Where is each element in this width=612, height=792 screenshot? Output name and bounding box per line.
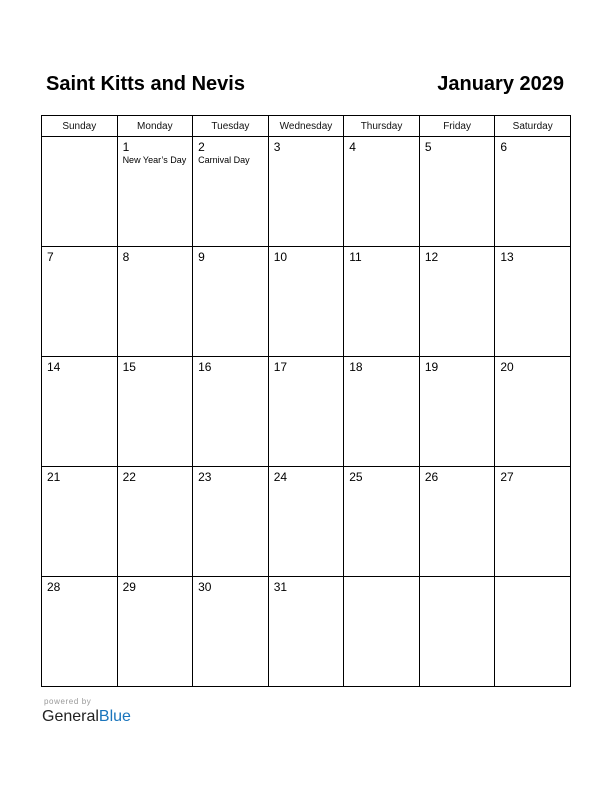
day-cell	[419, 357, 495, 467]
day-number: 13	[500, 250, 514, 264]
day-cell	[344, 577, 420, 687]
brand-blue-text: Blue	[98, 708, 131, 725]
day-number: 28	[47, 580, 61, 594]
weekday-monday: Monday	[117, 116, 193, 137]
day-cell	[419, 577, 495, 687]
week-row	[42, 247, 571, 357]
day-cell	[42, 137, 118, 247]
weekday-tuesday: Tuesday	[193, 116, 269, 137]
day-cell	[42, 357, 118, 467]
day-cell	[495, 137, 571, 247]
day-number: 18	[349, 360, 363, 374]
calendar-grid	[41, 115, 571, 687]
weekday-thursday: Thursday	[344, 116, 420, 137]
day-cell	[193, 357, 269, 467]
day-number: 9	[198, 250, 205, 264]
week-row	[42, 577, 571, 687]
generalblue-logo	[42, 707, 131, 727]
day-number	[495, 577, 570, 580]
day-number: 2	[198, 140, 205, 154]
day-number: 8	[122, 250, 130, 264]
day-number: 6	[500, 140, 508, 154]
day-number: 3	[273, 140, 281, 154]
day-number: 29	[122, 580, 136, 594]
day-number: 24	[273, 470, 288, 484]
day-cell	[495, 467, 571, 577]
day-cell	[117, 577, 193, 687]
weekday-header-row	[42, 116, 571, 137]
day-number: 11	[349, 250, 362, 264]
day-number: 16	[198, 360, 212, 374]
day-cell	[495, 577, 571, 687]
day-cell	[117, 467, 193, 577]
week-row	[42, 357, 571, 467]
day-number: 26	[424, 470, 439, 484]
day-cell	[117, 247, 193, 357]
day-cell	[193, 577, 269, 687]
day-cell	[495, 357, 571, 467]
day-cell	[117, 357, 193, 467]
footer-branding	[42, 697, 131, 727]
day-cell	[344, 137, 420, 247]
day-cell	[42, 247, 118, 357]
day-cell	[495, 247, 571, 357]
day-number: 27	[500, 470, 514, 484]
day-number: 1	[122, 140, 130, 154]
day-number: 15	[122, 360, 136, 374]
page-title-country: Saint Kitts and Nevis	[46, 73, 245, 95]
day-number	[42, 137, 117, 140]
weekday-saturday: Saturday	[495, 116, 571, 137]
week-row	[42, 137, 571, 247]
day-cell	[268, 357, 344, 467]
day-cell	[419, 247, 495, 357]
day-cell	[42, 577, 118, 687]
day-number: 20	[500, 360, 514, 374]
day-cell	[268, 247, 344, 357]
page-title-month: January 2029	[437, 73, 564, 95]
day-cell	[419, 467, 495, 577]
day-number: 17	[273, 360, 288, 374]
day-cell	[268, 577, 344, 687]
day-cell	[268, 137, 344, 247]
day-cell	[419, 137, 495, 247]
week-row	[42, 467, 571, 577]
day-number: 12	[424, 250, 439, 264]
day-cell	[344, 357, 420, 467]
day-number: 30	[198, 580, 212, 594]
day-number: 7	[47, 250, 54, 264]
day-cell	[344, 467, 420, 577]
day-cell	[42, 467, 118, 577]
day-number: 10	[273, 250, 288, 264]
weekday-sunday: Sunday	[42, 116, 118, 137]
holiday-label: New Year’s Day	[122, 155, 187, 165]
day-number: 4	[349, 140, 356, 154]
day-cell	[268, 467, 344, 577]
day-cell	[193, 137, 269, 247]
weekday-friday: Friday	[419, 116, 495, 137]
day-number: 14	[47, 360, 61, 374]
day-number: 23	[198, 470, 212, 484]
holiday-label: Carnival Day	[198, 155, 250, 165]
powered-by-label: powered by	[44, 697, 92, 706]
day-number	[420, 577, 495, 580]
day-number: 31	[273, 580, 288, 594]
weekday-wednesday: Wednesday	[268, 116, 344, 137]
day-number: 5	[424, 140, 432, 154]
day-number: 22	[122, 470, 136, 484]
day-number: 25	[349, 470, 363, 484]
day-cell	[193, 467, 269, 577]
day-number: 21	[47, 470, 61, 484]
day-cell	[193, 247, 269, 357]
day-cell	[117, 137, 193, 247]
brand-general-text: General	[42, 708, 99, 725]
day-cell	[344, 247, 420, 357]
day-number: 19	[424, 360, 439, 374]
day-number	[344, 577, 419, 580]
